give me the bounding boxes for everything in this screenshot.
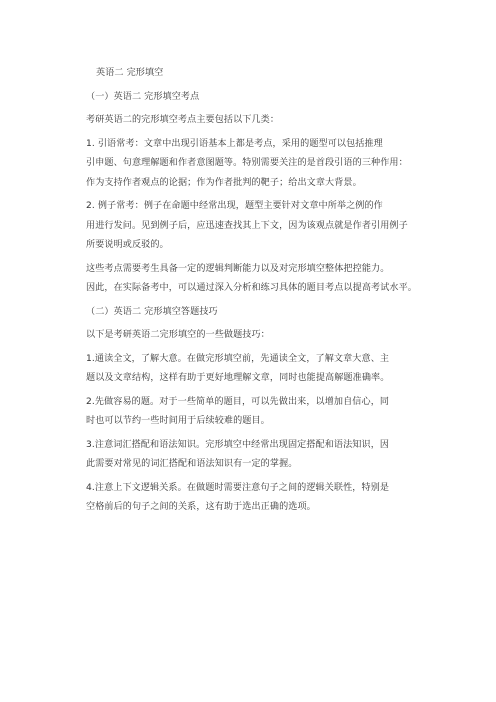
section1-item2 xyxy=(86,197,434,256)
section1-intro: 考研英语二的完形填空考点主要包括以下几类： xyxy=(86,115,280,125)
paragraph-line: 作为支持作者观点的论据；作为作者批判的靶子；给出文章大背景。 xyxy=(86,177,362,188)
paragraph-line: 1. 引语常考：文章中出现引语基本上都是考点，采用的题型可以包括推理 xyxy=(86,138,383,149)
paragraph-line: 2. 例子常考：例子在命题中经常出现，题型主要针对文章中所举之例的作 xyxy=(86,201,383,211)
paragraph-line: 因此，在实际备考中，可以通过深入分析和练习具体的题目考点以提高考试水平。 xyxy=(86,283,417,293)
paragraph-line: 空格前后的句子之间的关系，这有助于选出正确的选项。 xyxy=(86,502,316,512)
paragraph-line: 此需要对常见的词汇搭配和语法知识有一定的掌握。 xyxy=(86,459,298,469)
section2-tip2 xyxy=(86,393,434,432)
paragraph-line: 4.注意上下文逻辑关系。在做题时需要注意句子之间的逻辑关联性，特别是 xyxy=(86,482,390,493)
section2-intro: 以下是考研英语二完形填空的一些做题技巧： xyxy=(86,330,270,340)
paragraph-line: 用进行发问。见到例子后，应迅速查找其上下文，因为该观点就是作者引用例子 xyxy=(86,220,408,231)
paragraph-line: 所要说明或反驳的。 xyxy=(86,240,169,250)
paragraph-line: 2.先做容易的题。对于一些简单的题目，可以先做出来，以增加自信心，同 xyxy=(86,396,390,407)
section2-tip1 xyxy=(86,350,434,389)
section2-tip3 xyxy=(86,436,434,475)
section1-item1 xyxy=(86,135,434,194)
paragraph-line: 这些考点需要考生具备一定的逻辑判断能力以及对完形填空整体把控能力。 xyxy=(86,263,390,274)
paragraph-line: 引申题、句意理解题和作者意图题等。特别需要关注的是首段引语的三种作用： xyxy=(86,158,408,168)
section2-heading: （二）英语二 完形填空答题技巧 xyxy=(86,306,218,317)
paragraph-line: 题以及文章结构，这样有助于更好地理解文章，同时也能提高解题准确率。 xyxy=(86,373,390,383)
paragraph-line: 1.通读全文，了解大意。在做完形填空前，先通读全文，了解文章大意、主 xyxy=(86,353,390,364)
section1-heading: （一）英语二 完形填空考点 xyxy=(86,91,200,102)
section2-tip4 xyxy=(86,479,434,518)
document-body xyxy=(86,64,434,518)
paragraph-line: 时也可以节约一些时间用于后续较难的题目。 xyxy=(86,416,270,426)
document-title: 英语二 完形填空 xyxy=(96,68,164,78)
paragraph-line: 3.注意词汇搭配和语法知识。完形填空中经常出现固定搭配和语法知识，因 xyxy=(86,439,390,450)
section1-summary xyxy=(86,260,434,299)
